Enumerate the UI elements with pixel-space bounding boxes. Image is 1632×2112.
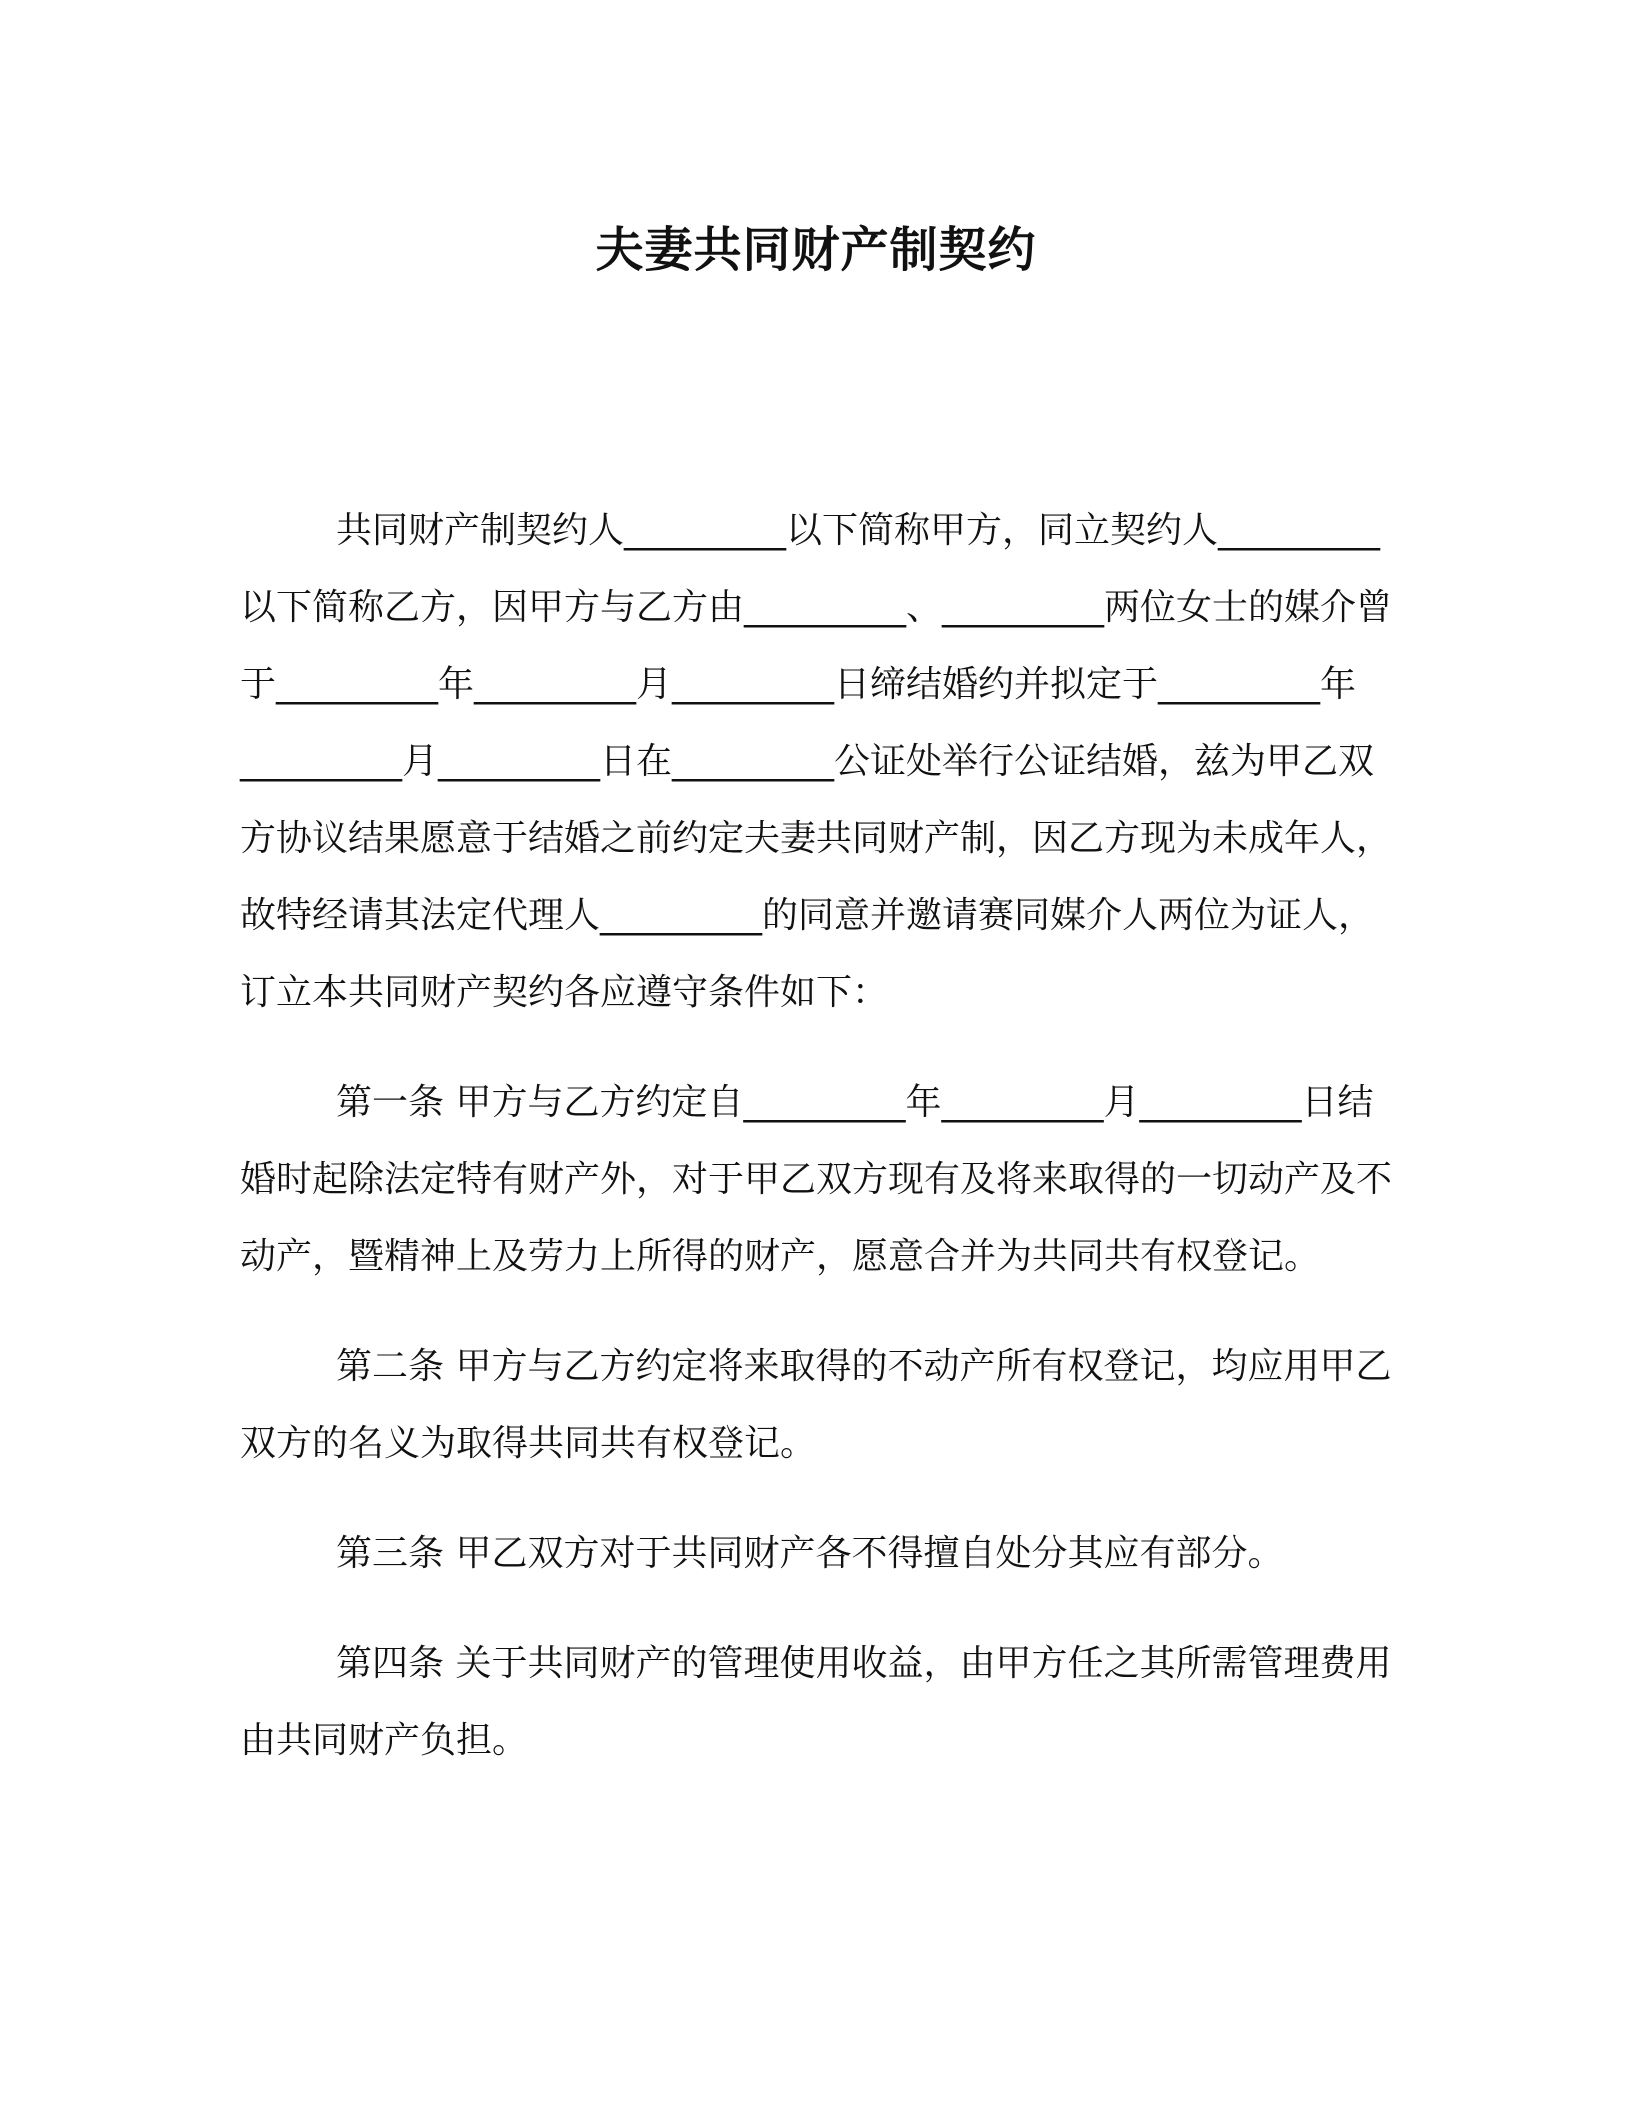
document-body (240, 492, 1392, 1779)
preamble-paragraph: 共同财产制契约人_________以下简称甲方，同立契约人_________以下简称乙方，因甲方与乙方由_________、_________两位女士的媒介曾于_________年_________月_________日缔结婚约并拟定于_________年_________月_________日在_________公证处举行公证结婚，兹为甲乙双方协议结果愿意于结婚之前约定夫妻共同财产制，因乙方现为未成年人，故特经请其法定代理人_________的同意并邀请赛同媒介人两位为证人，订立本共同财产契约各应遵守条件如下： (240, 510, 1393, 1013)
article-4-paragraph: 第四条 关于共同财产的管理使用收益，由甲方任之其所需管理费用由共同财产负担。 (240, 1643, 1392, 1761)
article-1-paragraph: 第一条 甲方与乙方约定自_________年_________月_________日结婚时起除法定特有财产外，对于甲乙双方现有及将来取得的一切动产及不动产，暨精神上及劳力上所得的财产，愿意合并为共同共有权登记。 (240, 1082, 1393, 1277)
document-title: 夫妻共同财产制契约 (595, 222, 1037, 278)
article-3-paragraph: 第三条 甲乙双方对于共同财产各不得擅自处分其应有部分。 (336, 1533, 1284, 1574)
article-2-paragraph: 第二条 甲方与乙方约定将来取得的不动产所有权登记，均应用甲乙双方的名义为取得共同共有权登记。 (240, 1346, 1392, 1464)
